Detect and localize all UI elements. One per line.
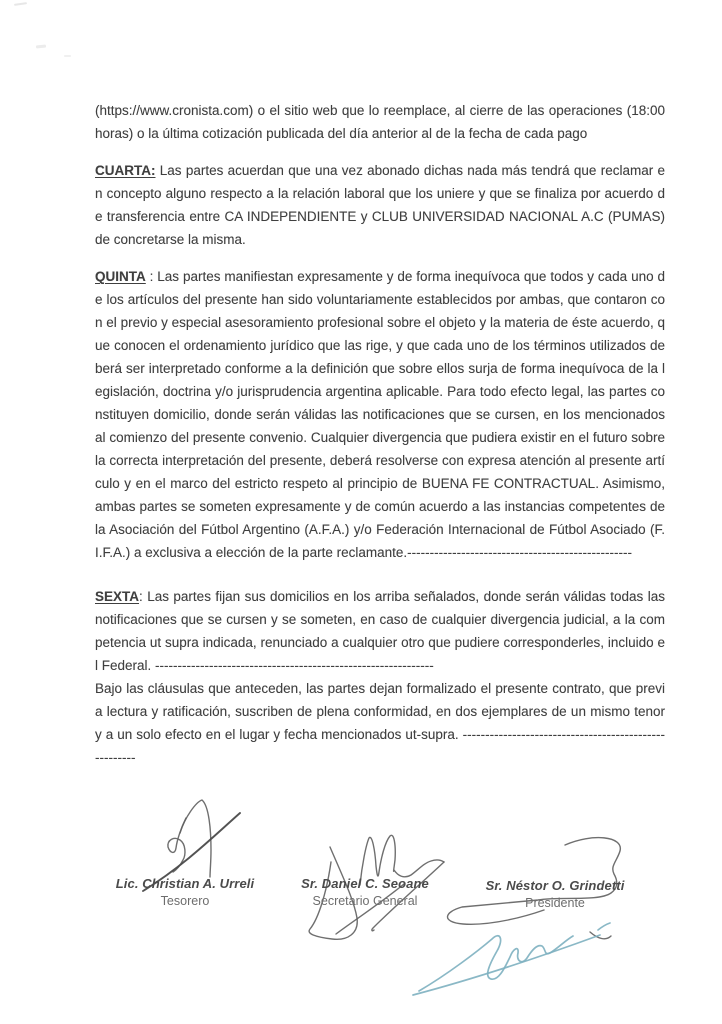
clause-text: Bajo las cláusulas que anteceden, las partes dejan formalizado el presente contrato, que previa lectura y ratificación, suscriben de plena conformidad, en dos ejemplares de un mismo tenor y a un solo efecto en el lugar y fecha mencionados ut-supra. ------------------------------------------------------	[95, 681, 665, 765]
signer-title: Tesorero	[160, 894, 210, 908]
scan-speck	[64, 55, 71, 57]
clause-text: Las partes acuerdan que una vez abonado dichas nada más tendrá que reclamar en concepto alguno respecto a la relación laboral que los uniere y que se finaliza por acuerdo de transferencia entre CA INDEPENDIENTE y CLUB UNIVERSIDAD NACIONAL A.C (PUMAS) de concretarse la misma.	[95, 163, 665, 247]
clause-heading-sexta: SEXTA	[95, 589, 140, 604]
clause-heading-quinta: QUINTA	[95, 269, 146, 284]
clause-paragraph-closing	[95, 677, 665, 769]
signer-grindetti	[462, 878, 648, 911]
clause-paragraph-cuarta	[95, 159, 665, 251]
signer-name: Lic. Christian A. Urreli	[115, 876, 255, 891]
signer-title: Presidente	[525, 896, 585, 910]
scan-speck	[36, 44, 46, 48]
signature-stroke-blue	[413, 923, 610, 995]
signer-seoane	[283, 876, 447, 909]
scan-speck	[14, 2, 27, 6]
clause-paragraph-quinta	[95, 265, 665, 564]
clause-text: : Las partes fijan sus domicilios en los arriba señalados, donde serán válidas todas las notificaciones que se cursen y se someten, en caso de cualquier divergencia judicial, a la competencia ut supra indicada, renunciado a cualquier otro que pudiere corresponderles, incluido el Federal. --------------------------------------------------------------	[95, 589, 665, 673]
clause-paragraph-sexta	[95, 585, 665, 677]
clause-paragraph-intro	[95, 99, 665, 145]
signer-urreli	[105, 876, 265, 909]
clause-text: (https://www.cronista.com) o el sitio web que lo reemplace, al cierre de las operaciones (18:00 horas) o la última cotización publicada del día anterior al de la fecha de cada pago	[95, 103, 665, 141]
contract-body	[95, 0, 665, 769]
signer-name: Sr. Daniel C. Seoane	[301, 876, 429, 891]
signer-name: Sr. Néstor O. Grindetti	[485, 878, 625, 893]
clause-text: : Las partes manifiestan expresamente y de forma inequívoca que todos y cada uno de los artículos del presente han sido voluntariamente establecidos por ambas, que contaron con el previo y especial asesoramiento profesional sobre el objeto y la materia de éste acuerdo, que conocen el ordenamiento jurídico que las rige, y que cada uno de los términos utilizados deberá ser interpretado conforme a la definición que sobre ellos surja de forma inequívoca de la legislación, doctrina y/o jurisprudencia argentina aplicable. Para todo efecto legal, las partes constituyen domicilio, donde serán válidas las notificaciones que se cursen, en los mencionados al comienzo del presente convenio. Cualquier divergencia que pudiera existir en el futuro sobre la correcta interpretación del presente, deberá resolverse con expresa atención al presente artículo y en el marco del estricto respeto al principio de BUENA FE CONTRACTUAL. Asimismo, ambas partes se someten expresamente y de común acuerdo a las instancias competentes de la Asociación del Fútbol Argentino (A.F.A.) y/o Federación Internacional de Fútbol Asociado (F.I.F.A.) a exclusiva a elección de la parte reclamante.--------------------------------------------------	[95, 269, 665, 560]
clause-heading-cuarta: CUARTA:	[95, 163, 156, 178]
signer-title: Secretario General	[312, 894, 418, 908]
